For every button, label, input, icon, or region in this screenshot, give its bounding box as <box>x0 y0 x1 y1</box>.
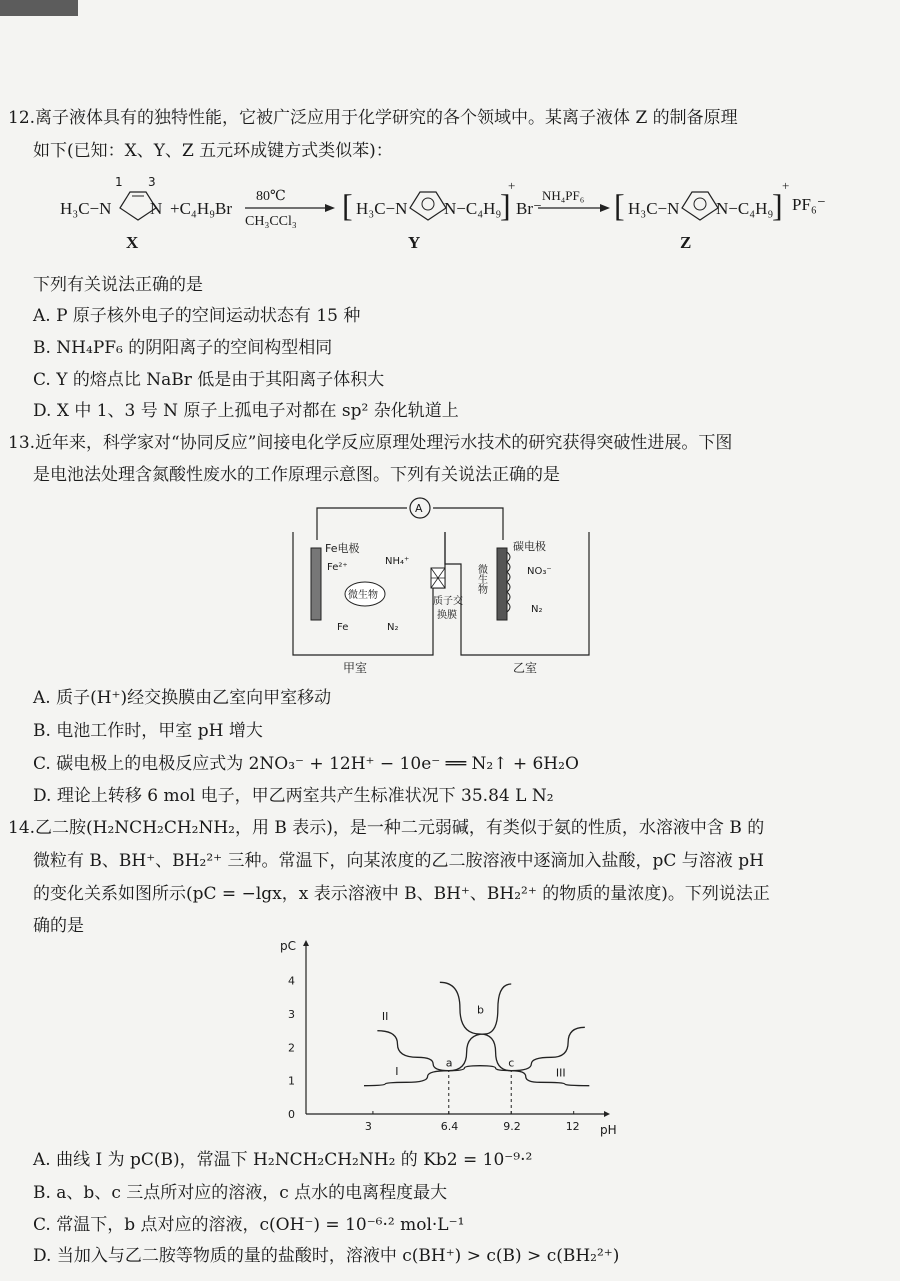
x-methyl: H₃C−N <box>60 199 112 218</box>
label-z: Z <box>680 233 692 252</box>
z-ring <box>682 192 718 220</box>
svg-text:N₂: N₂ <box>531 604 543 615</box>
x-axis-arrow <box>604 1111 610 1117</box>
svg-text:]: ] <box>500 187 511 223</box>
svg-text:NO₃⁻: NO₃⁻ <box>527 566 552 577</box>
q12-option-d: D. X 中 1、3 号 N 原子上孤电子对都在 sp² 杂化轨道上 <box>33 401 459 421</box>
q13-line2: 是电池法处理含氮酸性废水的工作原理示意图。下列有关说法正确的是 <box>33 465 560 485</box>
svg-text:Fe: Fe <box>337 622 349 633</box>
q13-line1: 13.近年来，科学家对“协同反应”间接电化学反应原理处理污水技术的研究获得突破性进展。下图 <box>8 433 733 453</box>
q12-reaction-scheme <box>60 170 860 258</box>
z-pf6: PF₆⁻ <box>792 195 826 214</box>
x-tick-label: 9.2 <box>503 1120 521 1133</box>
room-left-label: 甲室 <box>343 661 368 675</box>
curve-label-II: II <box>381 1010 389 1023</box>
q12-line1: 12.离子液体具有的独特性能，它被广泛应用于化学研究的各个领域中。某离子液体 Z 的制备原理 <box>8 108 738 128</box>
svg-text:NH₄⁺: NH₄⁺ <box>385 556 410 567</box>
fe-electrode-label: Fe电极 <box>325 542 360 555</box>
q14-option-c: C. 常温下，b 点对应的溶液，c(OH⁻) = 10⁻⁶·² mol·L⁻¹ <box>33 1215 465 1235</box>
svg-text:[: [ <box>342 187 353 223</box>
y-tick-label: 2 <box>288 1041 295 1055</box>
y-right: N−C₄H₉ <box>444 199 502 218</box>
svg-text:N₂: N₂ <box>387 622 399 633</box>
x-axis-label: pH <box>600 1123 617 1137</box>
curve-label-I: I <box>395 1065 399 1078</box>
svg-text:]: ] <box>772 187 783 223</box>
y-tick-label: 0 <box>288 1108 295 1121</box>
svg-text:N: N <box>150 199 163 218</box>
x-tick-label: 6.4 <box>440 1120 459 1133</box>
point-label-b: b <box>477 1003 484 1017</box>
svg-text:微生物: 微生物 <box>348 590 378 601</box>
y-left: H₃C−N <box>356 199 408 218</box>
label-x: X <box>126 233 139 252</box>
membrane-label-1: 质子交 <box>433 596 463 607</box>
chart-axes <box>280 939 617 1137</box>
series-curve-I <box>364 984 511 1086</box>
curve-label-III: III <box>555 1066 566 1080</box>
q12-line2: 如下(已知：X、Y、Z 五元环成键方式类似苯)： <box>33 141 393 161</box>
y-tick-label: 1 <box>288 1074 295 1088</box>
q13-option-c: C. 碳电极上的电极反应式为 2NO₃⁻ + 12H⁺ − 10e⁻ ══ N₂↑ + 6H₂O <box>33 754 579 774</box>
q14-line4: 确的是 <box>33 916 84 936</box>
q12-option-b: B. NH₄PF₆ 的阴阳离子的空间构型相同 <box>33 338 333 358</box>
cond-bottom: CH₃CCl₃ <box>245 214 297 229</box>
point-label-a: a <box>445 1056 453 1070</box>
n3-label: 3 <box>148 175 156 189</box>
y-ring <box>410 192 446 220</box>
q14-option-b: B. a、b、c 三点所对应的溶液，c 点水的电离程度最大 <box>33 1183 448 1203</box>
x-tick-label: 12 <box>565 1120 580 1133</box>
carbon-electrode-rect <box>497 548 507 620</box>
y-br: Br⁻ <box>516 199 542 218</box>
n1-label: 1 <box>115 175 123 189</box>
q14-line3: 的变化关系如图所示(pC = −lgx，x 表示溶液中 B、BH⁺、BH₂²⁺ 的物质的量浓度)。下列说法正 <box>33 884 770 904</box>
q12-stem: 下列有关说法正确的是 <box>33 275 203 295</box>
z-plus: + <box>782 178 790 193</box>
svg-text:A: A <box>415 502 423 515</box>
q14-option-d: D. 当加入与乙二胺等物质的量的盐酸时，溶液中 c(BH⁺) > c(B) > c(BH₂²⁺) <box>33 1246 620 1266</box>
x-tick-label: 3 <box>364 1120 372 1133</box>
q14-line1: 14.乙二胺(H₂NCH₂CH₂NH₂，用 B 表示)，是一种二元弱碱，有类似于氨的性质，水溶液中含 B 的 <box>8 818 765 838</box>
y-tick-label: 3 <box>288 1008 295 1021</box>
q14-line2: 微粒有 B、BH⁺、BH₂²⁺ 三种。常温下，向某浓度的乙二胺溶液中逐滴加入盐酸，pC 与溶液 pH <box>33 851 764 871</box>
svg-text:微生物: 微生物 <box>475 564 487 594</box>
svg-text:Fe²⁺: Fe²⁺ <box>327 562 348 573</box>
q14-option-a: A. 曲线 I 为 pC(B)，常温下 H₂NCH₂CH₂NH₂ 的 Kb2 = 10⁻⁹·² <box>33 1150 533 1170</box>
room-right-label: 乙室 <box>513 661 538 675</box>
q14-pc-ph-chart <box>270 939 617 1140</box>
z-left: H₃C−N <box>628 199 680 218</box>
label-y: Y <box>408 233 421 252</box>
chart-labels <box>382 1003 566 1079</box>
q12-option-a: A. P 原子核外电子的空间运动状态有 15 种 <box>33 306 361 326</box>
membrane-label-2: 换膜 <box>437 610 457 621</box>
y-axis-label: pC <box>280 939 296 953</box>
reagent-c4h9br: +C₄H₉Br <box>170 199 233 218</box>
y-plus: + <box>508 178 516 193</box>
z-right: N−C₄H₉ <box>716 199 774 218</box>
reagent2: NH₄PF₆ <box>542 188 585 203</box>
carbon-electrode-label: 碳电极 <box>513 540 546 553</box>
y-axis-arrow <box>303 940 309 946</box>
q13-cell-diagram <box>285 490 605 680</box>
q13-option-a: A. 质子(H⁺)经交换膜由乙室向甲室移动 <box>33 688 332 708</box>
svg-text:[: [ <box>614 187 625 223</box>
cond-top: 80℃ <box>256 189 286 204</box>
q12-option-c: C. Y 的熔点比 NaBr 低是由于其阳离子体积大 <box>33 370 385 390</box>
q13-option-b: B. 电池工作时，甲室 pH 增大 <box>33 721 263 741</box>
fe-electrode-rect <box>311 548 321 620</box>
y-tick-label: 4 <box>288 974 295 988</box>
scan-corner-mark <box>0 0 78 16</box>
q13-option-d: D. 理论上转移 6 mol 电子，甲乙两室共产生标准状况下 35.84 L N₂ <box>33 786 554 806</box>
point-label-c: c <box>508 1056 515 1070</box>
